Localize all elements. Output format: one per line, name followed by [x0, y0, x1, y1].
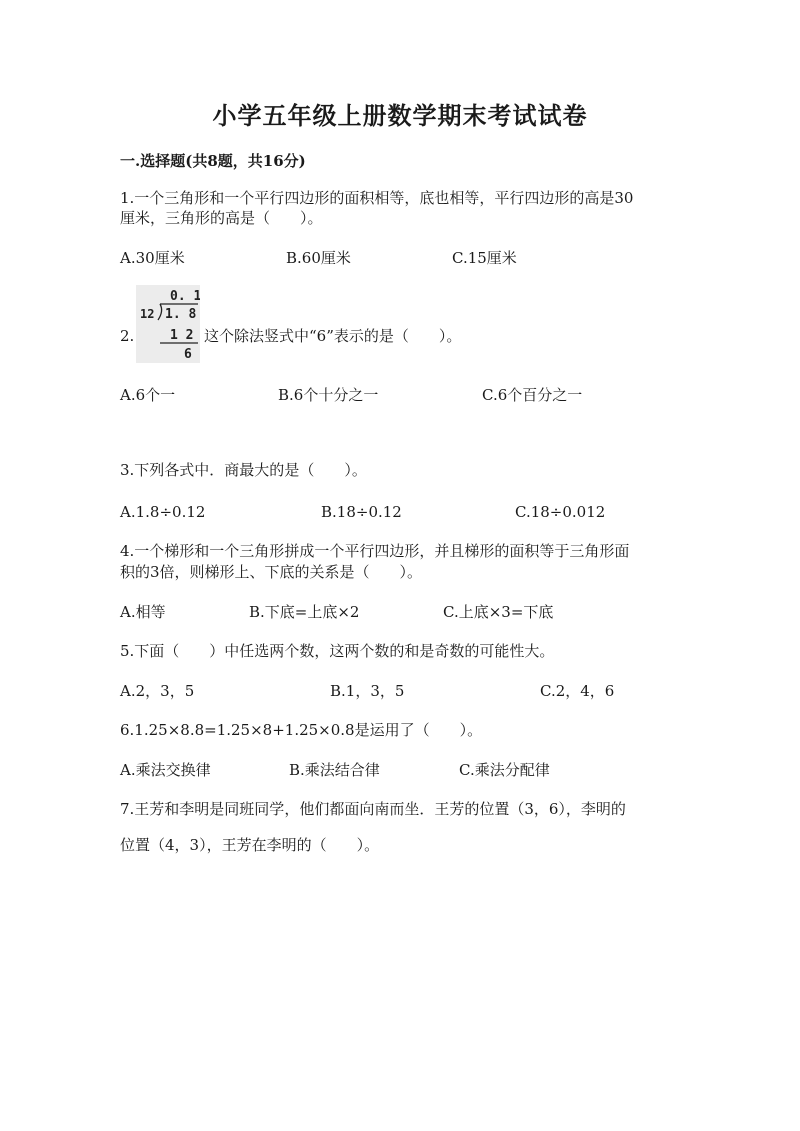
- figure-divisor: 12: [140, 307, 155, 321]
- question-1-option-a: A.30厘米: [120, 249, 185, 267]
- question-7-line-2: 位置（4，3），王芳在李明的（ ）。: [120, 836, 380, 854]
- question-1-line-2: 厘米，三角形的高是（ ）。: [120, 209, 323, 227]
- question-4-option-c: C.上底×3=下底: [443, 603, 554, 621]
- question-2-option-c: C.6个百分之一: [482, 386, 583, 404]
- page-title: 小学五年级上册数学期末考试试卷: [212, 101, 588, 130]
- question-4-option-b: B.下底=上底×2: [249, 603, 360, 621]
- question-5-text: 5.下面（ ）中任选两个数，这两个数的和是奇数的可能性大。: [120, 642, 555, 660]
- question-1-line-1: 1.一个三角形和一个平行四边形的面积相等，底也相等，平行四边形的高是30: [120, 189, 634, 207]
- question-2-option-b: B.6个十分之一: [278, 386, 379, 404]
- figure-remainder: 6: [184, 347, 192, 362]
- question-1-option-b: B.60厘米: [286, 249, 351, 267]
- question-2-option-a: A.6个一: [120, 386, 176, 404]
- question-4-line-2: 积的3倍，则梯形上、下底的关系是（ ）。: [120, 563, 423, 581]
- question-2-text: 这个除法竖式中“6”表示的是（ ）。: [204, 327, 462, 345]
- question-7-line-1: 7.王芳和李明是同班同学，他们都面向南而坐．王芳的位置（3，6），李明的: [120, 800, 626, 818]
- question-3-option-c: C.18÷0.012: [515, 503, 606, 521]
- question-6-text: 6.1.25×8.8=1.25×8+1.25×0.8是运用了（ ）。: [120, 721, 483, 739]
- figure-quotient: 0. 1: [170, 289, 200, 304]
- section-heading: 一.选择题(共8题，共16分): [120, 152, 306, 170]
- question-5-option-a: A.2，3，5: [120, 682, 195, 700]
- question-1-option-c: C.15厘米: [452, 249, 517, 267]
- question-6-option-b: B.乘法结合律: [289, 761, 380, 779]
- question-5-option-b: B.1，3，5: [330, 682, 405, 700]
- division-figure: [136, 285, 200, 363]
- question-6-option-a: A.乘法交换律: [120, 761, 211, 779]
- question-4-option-a: A.相等: [120, 603, 166, 621]
- figure-product: 1 2: [170, 328, 194, 343]
- question-4-line-1: 4.一个梯形和一个三角形拼成一个平行四边形，并且梯形的面积等于三角形面: [120, 542, 630, 560]
- division-bracket: [158, 304, 162, 320]
- question-3-option-b: B.18÷0.12: [321, 503, 402, 521]
- question-5-option-c: C.2，4，6: [540, 682, 615, 700]
- question-3-text: 3.下列各式中．商最大的是（ ）。: [120, 461, 367, 479]
- question-2-number: 2.: [120, 327, 135, 345]
- question-3-option-a: A.1.8÷0.12: [120, 503, 206, 521]
- long-division-drawing: [136, 285, 200, 363]
- figure-dividend: 1. 8: [165, 307, 197, 322]
- question-6-option-c: C.乘法分配律: [459, 761, 550, 779]
